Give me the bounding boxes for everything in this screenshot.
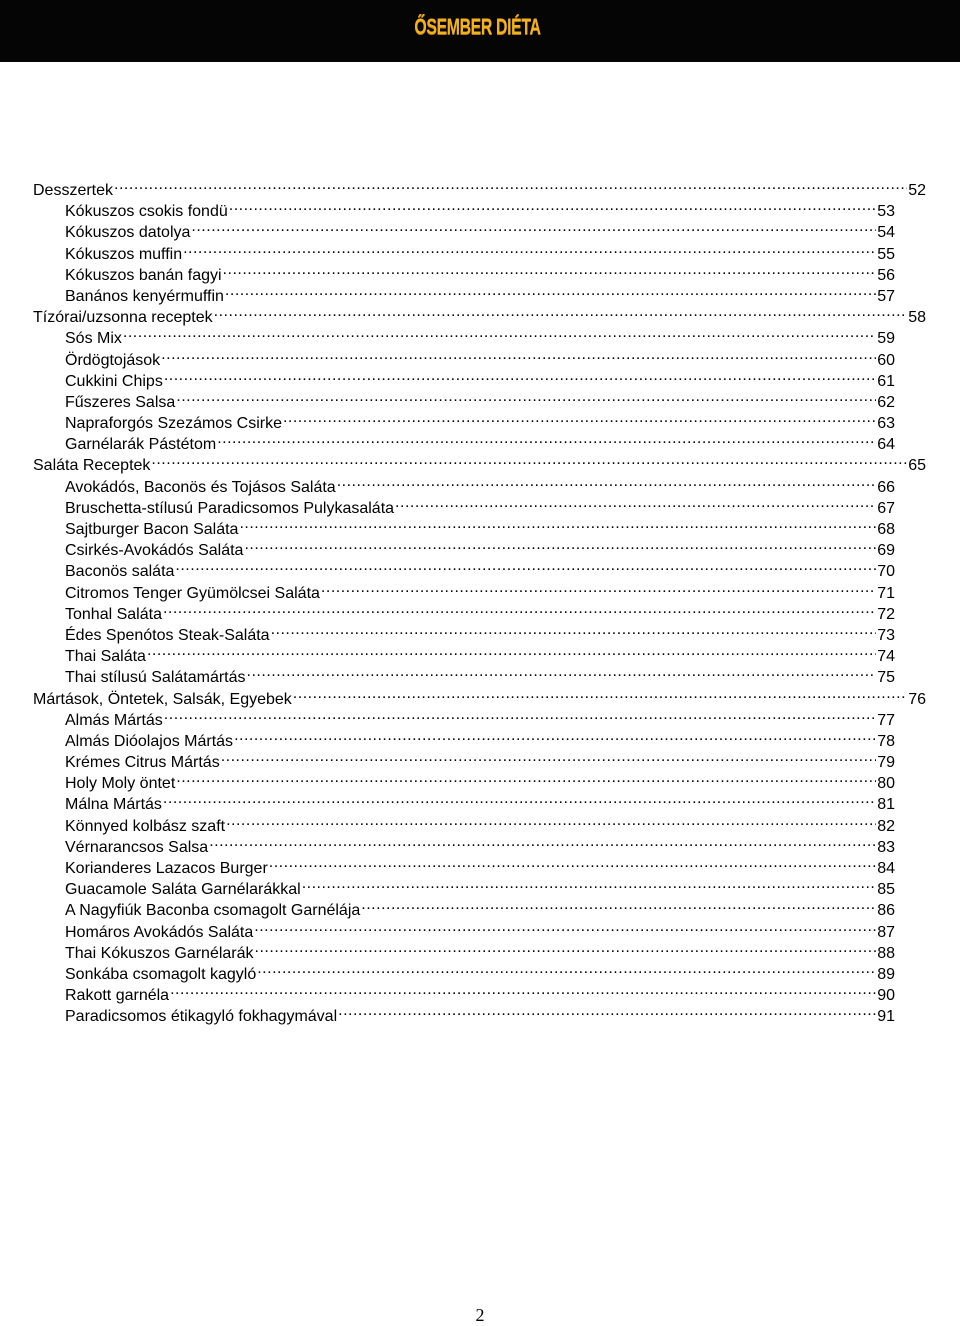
toc-dot-leader xyxy=(244,534,876,555)
toc-recipe-entry[interactable] xyxy=(33,598,895,623)
toc-entry-title: Sonkába csomagolt kagyló xyxy=(65,965,257,983)
brand-logo: ŐSEMBER DIÉTA xyxy=(414,14,541,39)
toc-entry-title: Citromos Tenger Gyümölcsei Saláta xyxy=(65,584,320,602)
toc-entry-title: Cukkini Chips xyxy=(65,372,163,390)
toc-dot-leader xyxy=(183,238,876,259)
toc-entry-title: Kókuszos csokis fondü xyxy=(65,203,228,221)
toc-dot-leader xyxy=(338,1000,876,1021)
toc-dot-leader xyxy=(302,873,877,894)
toc-entry-page: 82 xyxy=(877,817,895,835)
toc-entry-title: Kókuszos datolya xyxy=(65,224,191,242)
toc-section-entry[interactable] xyxy=(33,174,926,199)
toc-dot-leader xyxy=(257,958,876,979)
toc-dot-leader xyxy=(239,513,876,534)
toc-dot-leader xyxy=(163,788,876,809)
toc-entry-page: 68 xyxy=(877,521,895,538)
toc-dot-leader xyxy=(234,725,876,746)
toc-entry-title: Tízórai/uzsonna receptek xyxy=(33,309,213,327)
toc-entry-title: Napraforgós Szezámos Csirke xyxy=(65,415,282,433)
toc-entry-title: Thai stílusú Salátamártás xyxy=(65,669,246,687)
toc-entry-page: 52 xyxy=(908,182,926,199)
toc-entry-title: Thai Kókuszos Garnélarák xyxy=(65,944,254,962)
toc-entry-title: Sajtburger Bacon Saláta xyxy=(65,521,239,538)
toc-dot-leader xyxy=(114,174,907,195)
toc-entry-title: Sós Mix xyxy=(65,330,122,348)
toc-recipe-entry[interactable] xyxy=(33,322,895,348)
toc-entry-title: Korianderes Lazacos Burger xyxy=(65,860,268,877)
toc-entry-page: 72 xyxy=(877,605,895,623)
toc-entry-title: Könnyed kolbász szaft xyxy=(65,817,226,835)
toc-dot-leader xyxy=(361,894,876,915)
toc-dot-leader xyxy=(175,555,876,576)
toc-entry-title: Édes Spenótos Steak-Saláta xyxy=(65,626,270,644)
toc-recipe-entry[interactable] xyxy=(33,365,895,390)
toc-dot-leader xyxy=(254,916,876,937)
toc-entry-page: 59 xyxy=(877,330,895,348)
toc-entry-title: Málna Mártás xyxy=(65,796,162,814)
toc-entry-title: Csirkés-Avokádós Saláta xyxy=(65,542,244,560)
toc-entry-page: 61 xyxy=(877,372,895,390)
toc-dot-leader xyxy=(223,259,877,280)
toc-recipe-entry[interactable] xyxy=(33,344,895,369)
toc-entry-page: 89 xyxy=(877,965,895,983)
toc-entry-title: Banános kenyérmuffin xyxy=(65,287,224,305)
toc-dot-leader xyxy=(217,428,876,449)
toc-entry-title: Baconös saláta xyxy=(65,563,175,581)
toc-entry-title: Kókuszos banán fagyi xyxy=(65,266,222,284)
toc-entry-page: 71 xyxy=(877,584,895,602)
toc-dot-leader xyxy=(283,407,876,428)
toc-entry-title: Vérnarancsos Salsa xyxy=(65,838,209,856)
toc-recipe-entry[interactable] xyxy=(33,788,895,814)
toc-entry-title: Almás Dióolajos Mártás xyxy=(65,732,234,750)
toc-entry-title: Tonhal Saláta xyxy=(65,605,162,623)
toc-entry-page: 86 xyxy=(877,902,895,920)
toc-entry-page: 75 xyxy=(877,669,895,687)
toc-dot-leader xyxy=(229,195,876,216)
toc-recipe-entry[interactable] xyxy=(33,640,895,666)
header-bar xyxy=(0,0,960,62)
toc-entry-title: Thai Saláta xyxy=(65,648,146,666)
toc-dot-leader xyxy=(123,322,876,343)
toc-entry-title: Saláta Receptek xyxy=(33,457,151,475)
toc-entry-page: 87 xyxy=(877,923,895,941)
toc-entry-page: 65 xyxy=(908,457,926,475)
toc-entry-title: Homáros Avokádós Saláta xyxy=(65,923,254,941)
toc-entry-page: 62 xyxy=(877,393,895,411)
toc-dot-leader xyxy=(164,704,876,725)
toc-entry-page: 77 xyxy=(877,711,895,729)
toc-entry-title: Garnélarák Pástétom xyxy=(65,436,217,454)
toc-entry-page: 84 xyxy=(877,860,895,877)
toc-entry-page: 76 xyxy=(908,690,926,708)
toc-entry-title: Kókuszos muffin xyxy=(65,245,183,263)
toc-dot-leader xyxy=(221,746,877,767)
toc-entry-page: 56 xyxy=(877,266,895,284)
toc-dot-leader xyxy=(147,640,876,661)
toc-entry-page: 81 xyxy=(877,796,895,814)
toc-entry-title: Rakott garnéla xyxy=(65,987,170,1005)
toc-entry-title: Mártások, Öntetek, Salsák, Egyebek xyxy=(33,690,292,708)
toc-dot-leader xyxy=(321,577,876,598)
toc-entry-page: 78 xyxy=(877,732,895,750)
toc-entry-page: 55 xyxy=(877,245,895,263)
toc-entry-title: Almás Mártás xyxy=(65,711,163,729)
toc-dot-leader xyxy=(176,767,876,788)
toc-entry-page: 67 xyxy=(877,499,895,517)
toc-entry-page: 74 xyxy=(877,648,895,666)
toc-entry-page: 64 xyxy=(877,436,895,454)
toc-entry-page: 53 xyxy=(877,203,895,221)
toc-recipe-entry[interactable] xyxy=(33,810,895,835)
toc-entry-title: Fűszeres Salsa xyxy=(65,393,176,411)
toc-entry-title: Bruschetta-stílusú Paradicsomos Pulykasaláta xyxy=(65,499,395,517)
toc-entry-title: Desszertek xyxy=(33,182,114,199)
toc-dot-leader xyxy=(269,852,876,873)
toc-entry-title: Paradicsomos étikagyló fokhagymával xyxy=(65,1008,338,1026)
toc-entry-page: 54 xyxy=(877,224,895,242)
toc-dot-leader xyxy=(271,619,877,640)
toc-entry-page: 63 xyxy=(877,415,895,433)
page-number: 2 xyxy=(475,1305,485,1325)
toc-dot-leader xyxy=(164,365,876,386)
toc-entry-page: 57 xyxy=(877,287,895,305)
toc-dot-leader xyxy=(151,449,907,470)
toc-entry-page: 85 xyxy=(877,881,895,899)
toc-recipe-entry[interactable] xyxy=(33,661,895,687)
toc-entry-page: 69 xyxy=(877,542,895,560)
toc-entry-page: 70 xyxy=(877,563,895,581)
toc-entry-page: 91 xyxy=(877,1008,895,1026)
toc-entry-title: Ördögtojások xyxy=(65,351,161,369)
toc-dot-leader xyxy=(337,471,877,492)
toc-entry-page: 60 xyxy=(877,351,895,369)
toc-entry-page: 80 xyxy=(877,775,895,793)
table-of-contents xyxy=(33,174,926,1026)
toc-dot-leader xyxy=(161,344,876,365)
toc-section-entry[interactable] xyxy=(33,449,926,475)
toc-recipe-entry[interactable] xyxy=(33,471,895,496)
toc-entry-page: 58 xyxy=(908,309,926,327)
toc-dot-leader xyxy=(225,280,876,301)
toc-entry-page: 79 xyxy=(877,754,895,772)
toc-recipe-entry[interactable] xyxy=(33,195,895,221)
toc-entry-title: A Nagyfiúk Baconba csomagolt Garnélája xyxy=(65,902,361,920)
toc-recipe-entry[interactable] xyxy=(33,619,895,644)
toc-dot-leader xyxy=(214,301,908,322)
toc-dot-leader xyxy=(191,216,876,237)
toc-dot-leader xyxy=(170,979,876,1000)
toc-entry-title: Krémes Citrus Mártás xyxy=(65,754,220,772)
toc-entry-title: Holy Moly öntet xyxy=(65,775,176,793)
toc-dot-leader xyxy=(176,386,876,407)
toc-entry-title: Avokádós, Baconös és Tojásos Saláta xyxy=(65,478,336,496)
toc-entry-page: 73 xyxy=(877,626,895,644)
toc-entry-page: 88 xyxy=(877,944,895,962)
toc-dot-leader xyxy=(255,937,877,958)
toc-entry-page: 83 xyxy=(877,838,895,856)
toc-dot-leader xyxy=(163,598,876,619)
toc-dot-leader xyxy=(209,831,876,852)
toc-dot-leader xyxy=(226,810,876,831)
toc-dot-leader xyxy=(247,661,877,682)
toc-entry-page: 90 xyxy=(877,987,895,1005)
toc-dot-leader xyxy=(293,683,907,704)
toc-dot-leader xyxy=(395,492,876,513)
toc-entry-page: 66 xyxy=(877,478,895,496)
toc-entry-title: Guacamole Saláta Garnélarákkal xyxy=(65,881,301,899)
